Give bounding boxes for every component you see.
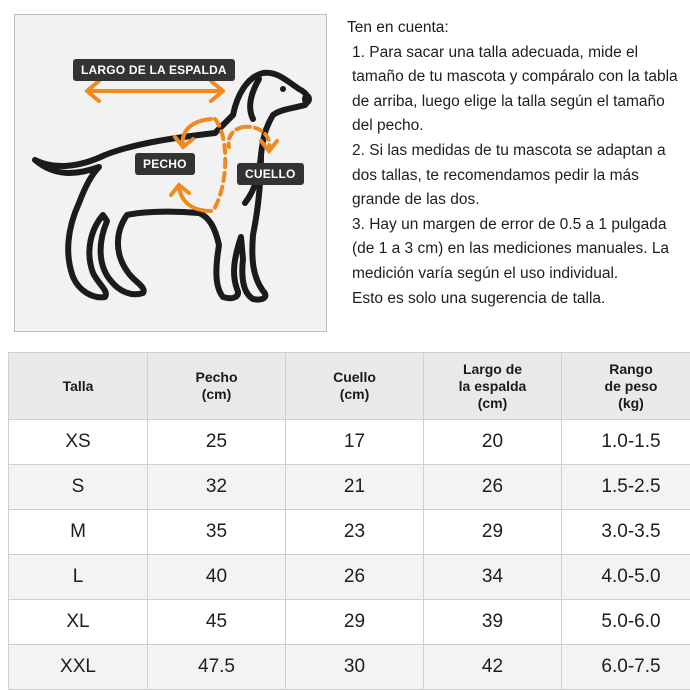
table-header-row bbox=[9, 353, 690, 420]
cell-back-length: 29 bbox=[424, 510, 562, 555]
header-chest: Pecho (cm) bbox=[148, 353, 286, 420]
cell-back-length: 20 bbox=[424, 420, 562, 465]
table-row bbox=[9, 600, 690, 645]
table-row bbox=[9, 420, 690, 465]
note-item: 3. Hay un margen de error de 0.5 a 1 pulgada (de 1 a 3 cm) en las mediciones manuales. La medición varía según el uso individual. bbox=[347, 213, 687, 287]
nose-icon bbox=[302, 93, 312, 105]
header-size: Talla bbox=[9, 353, 148, 420]
size-notes bbox=[347, 16, 687, 311]
note-item: 1. Para sacar una talla adecuada, mide el tamaño de tu mascota y compáralo con la tabla de arriba, luego elige la talla según el tamaño del pecho. bbox=[347, 41, 687, 139]
cell-back-length: 42 bbox=[424, 645, 562, 690]
cell-weight-range: 5.0-6.0 bbox=[562, 600, 690, 645]
cell-chest: 32 bbox=[148, 465, 286, 510]
size-table bbox=[8, 352, 690, 690]
table-row bbox=[9, 465, 690, 510]
header-back-length: Largo de la espalda (cm) bbox=[424, 353, 562, 420]
cell-neck: 29 bbox=[286, 600, 424, 645]
table-row bbox=[9, 510, 690, 555]
cell-size: S bbox=[9, 465, 148, 510]
cell-size: M bbox=[9, 510, 148, 555]
cell-neck: 17 bbox=[286, 420, 424, 465]
cell-weight-range: 1.5-2.5 bbox=[562, 465, 690, 510]
measurement-diagram bbox=[14, 14, 327, 332]
eye-icon bbox=[280, 86, 286, 92]
note-item: 2. Si las medidas de tu mascota se adaptan a dos tallas, te recomendamos pedir la más grande de las dos. bbox=[347, 139, 687, 213]
cell-neck: 26 bbox=[286, 555, 424, 600]
cell-back-length: 39 bbox=[424, 600, 562, 645]
cell-back-length: 34 bbox=[424, 555, 562, 600]
cell-weight-range: 1.0-1.5 bbox=[562, 420, 690, 465]
notes-footer: Esto es solo una sugerencia de talla. bbox=[347, 287, 687, 312]
header-neck: Cuello (cm) bbox=[286, 353, 424, 420]
table-row bbox=[9, 645, 690, 690]
cell-chest: 47.5 bbox=[148, 645, 286, 690]
table-row bbox=[9, 555, 690, 600]
cell-neck: 30 bbox=[286, 645, 424, 690]
cell-chest: 45 bbox=[148, 600, 286, 645]
cell-chest: 35 bbox=[148, 510, 286, 555]
cell-weight-range: 6.0-7.5 bbox=[562, 645, 690, 690]
cell-weight-range: 3.0-3.5 bbox=[562, 510, 690, 555]
cell-size: XS bbox=[9, 420, 148, 465]
cell-chest: 40 bbox=[148, 555, 286, 600]
neck-measure-arrow-icon bbox=[229, 127, 277, 151]
cell-neck: 23 bbox=[286, 510, 424, 555]
cell-size: XL bbox=[9, 600, 148, 645]
cell-size: XXL bbox=[9, 645, 148, 690]
cell-size: L bbox=[9, 555, 148, 600]
cell-back-length: 26 bbox=[424, 465, 562, 510]
header-weight-range: Rango de peso (kg) bbox=[562, 353, 690, 420]
cell-chest: 25 bbox=[148, 420, 286, 465]
chest-label: PECHO bbox=[135, 153, 195, 175]
notes-heading: Ten en cuenta: bbox=[347, 16, 687, 41]
back-length-arrow-icon bbox=[87, 81, 223, 101]
cell-neck: 21 bbox=[286, 465, 424, 510]
cell-weight-range: 4.0-5.0 bbox=[562, 555, 690, 600]
back-length-label: LARGO DE LA ESPALDA bbox=[73, 59, 235, 81]
neck-label: CUELLO bbox=[237, 163, 304, 185]
